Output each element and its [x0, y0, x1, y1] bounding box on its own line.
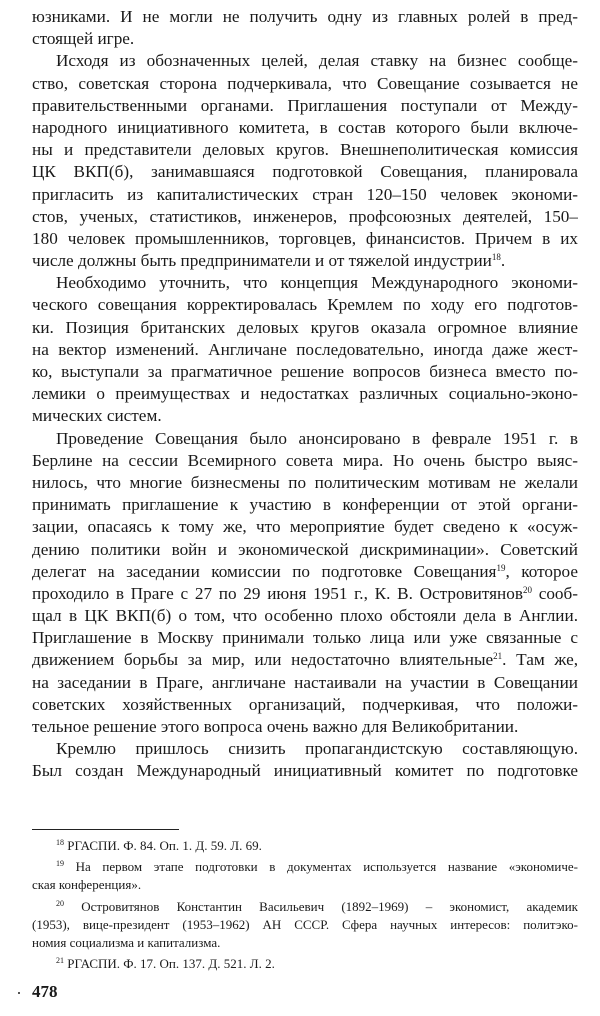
footnote-marker: 18	[56, 838, 64, 847]
line-text: числе должны быть предприниматели и от тяжелой индустрии	[32, 251, 492, 271]
text-line	[32, 250, 578, 272]
line-text: ки. Позиция британских деловых кругов оказала огромное влияние	[32, 317, 578, 337]
footnote-line	[32, 858, 578, 876]
line-text: на заседании в Праге, англичане настаивали на участии в Совещании	[32, 672, 578, 692]
text-line	[32, 694, 578, 716]
line-text: советских хозяйственных организаций, подчеркивая, что положи-	[32, 694, 578, 714]
line-text: пригласить из капиталистических стран 120–150 человек экономи-	[32, 184, 578, 204]
text-line	[32, 272, 578, 294]
text-line	[32, 117, 578, 139]
scan-speck	[18, 992, 20, 994]
footnote-line	[32, 916, 578, 934]
footnote-reference[interactable]: 21	[493, 651, 503, 662]
text-line	[32, 627, 578, 649]
text-line	[32, 383, 578, 405]
text-line	[32, 649, 578, 671]
line-text: мических систем.	[32, 406, 162, 426]
footnote-marker: 20	[56, 898, 64, 908]
footnote-divider	[32, 829, 179, 830]
line-text: (1953), вице-президент (1953–1962) АН СССР. Сфера научных интересов: политэко-	[32, 916, 578, 932]
line-text: Исходя из обозначенных целей, делая ставку на бизнес сообще-	[56, 51, 578, 71]
line-text: Островитянов Константин Васильевич (1892–1969) – экономист, академик	[64, 898, 578, 914]
line-text: ко, выступали за прагматичное решение вопросов бизнеса вместо по-	[32, 362, 578, 381]
text-line	[32, 50, 578, 72]
line-text: движением борьбы за мир, или недостаточно влиятельные	[32, 650, 494, 670]
line-text: , которое	[505, 561, 578, 581]
text-line	[32, 361, 578, 383]
line-text: Необходимо уточнить, что концепция Международного экономи-	[56, 273, 578, 293]
text-line	[32, 95, 578, 117]
text-line	[32, 428, 578, 450]
text-line	[32, 561, 578, 583]
text-line	[32, 450, 578, 472]
line-text: делегат на заседании комиссии по подготовке Совещания	[32, 561, 497, 581]
line-text: ны и представители деловых кругов. Внешнеполитическая комиссия	[32, 140, 578, 160]
line-text: ЦК ВКП(б), занимавшаяся подготовкой Совещания, планировала	[32, 162, 578, 182]
text-line	[32, 738, 578, 760]
line-text: РГАСПИ. Ф. 17. Оп. 137. Д. 521. Л. 2.	[64, 956, 275, 972]
line-text: тельное решение этого вопроса очень важно для Великобритании.	[32, 717, 519, 736]
footnote-line	[32, 898, 578, 916]
line-text: . Там же,	[502, 650, 578, 670]
line-text: сооб-	[531, 583, 578, 603]
line-text: ская конференция».	[32, 877, 142, 893]
text-line	[32, 605, 578, 627]
footnotes	[32, 837, 578, 973]
line-text: стов, ученых, статистиков, инженеров, профсоюзных деятелей, 150–	[32, 206, 578, 226]
line-text: На первом этапе подготовки в документах используется название «экономиче-	[64, 859, 578, 875]
text-line	[32, 317, 578, 339]
line-text: стоящей игре.	[32, 29, 135, 49]
text-line	[32, 294, 578, 316]
line-text: зации, опасаясь к тому же, что мероприятие будет сведено к «осуж-	[32, 517, 578, 537]
line-text: 180 человек промышленников, торговцев, финансистов. Причем в их	[32, 228, 578, 248]
text-line	[32, 472, 578, 494]
text-line	[32, 228, 578, 250]
text-line	[32, 760, 578, 782]
text-line	[32, 161, 578, 183]
footnote-line	[32, 955, 578, 973]
line-text: ство, советская сторона подчеркивала, что Совещание созывается не	[32, 73, 578, 93]
line-text: дению политики войн и экономической дискриминации». Советский	[32, 539, 578, 559]
text-line	[32, 28, 578, 50]
line-text: номия социализма и капитализма.	[32, 934, 221, 950]
footnote-marker: 21	[56, 956, 64, 966]
main-text	[32, 6, 578, 783]
text-line	[32, 339, 578, 361]
text-line	[32, 494, 578, 516]
text-line	[32, 139, 578, 161]
line-text: .	[500, 251, 506, 271]
line-text: Был создан Международный инициативный комитет по подготовке	[32, 761, 578, 781]
footnote-reference[interactable]: 20	[522, 584, 532, 595]
footnote-reference[interactable]: 19	[496, 562, 506, 573]
line-text: проходило в Праге с 27 по 29 июня 1951 г., К. В. Островитянов	[32, 583, 523, 603]
line-text: Проведение Совещания было анонсировано в феврале 1951 г. в	[56, 428, 578, 448]
text-line	[32, 73, 578, 95]
line-text: ческого совещания корректировалась Кремлем по ходу его подготов-	[32, 295, 578, 315]
line-text: нилось, что многие бизнесмены по политическим мотивам не желали	[32, 472, 578, 492]
line-text: правительственными органами. Приглашения поступали от Между-	[32, 95, 578, 115]
text-line	[32, 539, 578, 561]
text-line	[32, 672, 578, 694]
line-text: юзниками. И не могли не получить одну из главных ролей в пред-	[32, 7, 578, 26]
line-text: лемики о преимуществах и недостатках различных социально-эконо-	[32, 384, 578, 404]
footnote-reference[interactable]: 18	[491, 252, 501, 263]
text-line	[32, 716, 578, 738]
line-text: Берлине на сессии Всемирного совета мира. Но очень быстро выяс-	[32, 450, 578, 470]
line-text: принимать приглашение к участию в конференции от этой органи-	[32, 495, 578, 515]
text-line	[32, 206, 578, 228]
page-number: 478	[32, 982, 58, 1001]
footnote-line	[32, 837, 578, 855]
line-text: Кремлю пришлось снизить пропагандистскую составляющую.	[56, 739, 578, 759]
footnote-line	[32, 876, 578, 894]
line-text: щал в ЦК ВКП(б) о том, что особенно плохо обстояли дела в Англии.	[32, 606, 578, 626]
text-line	[32, 583, 578, 605]
text-line	[32, 405, 578, 427]
footnote-line	[32, 934, 578, 952]
text-line	[32, 516, 578, 538]
text-line	[32, 184, 578, 206]
text-line	[32, 6, 578, 28]
line-text: РГАСПИ. Ф. 84. Оп. 1. Д. 59. Л. 69.	[64, 838, 262, 853]
line-text: народного инициативного комитета, в состав которого были включе-	[32, 117, 578, 137]
line-text: Приглашение в Москву принимали только лица или уже связанные с	[32, 628, 578, 648]
footnote-marker: 19	[56, 859, 64, 869]
line-text: на вектор изменений. Англичане последовательно, иногда даже жест-	[32, 339, 578, 359]
